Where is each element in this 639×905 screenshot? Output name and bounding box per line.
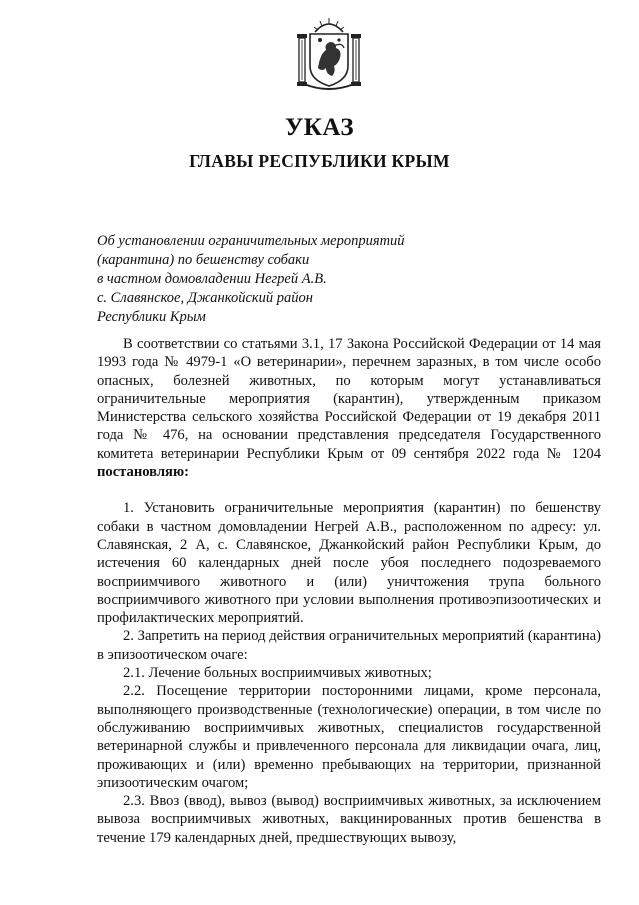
preamble-paragraph — [97, 335, 601, 481]
document-type-title: УКАЗ — [284, 114, 355, 141]
decree-body — [97, 335, 601, 847]
clause-1: 1. Установить ограничительные мероприятия (карантин) по бешенству собаки в частном домовладении Негрей А.В., расположенном по адресу: ул. Славянская, 2 А, с. Славянское, Джанкойский район Республики Крым, до истечения 60 календарных дней после убоя последнего подозреваемого восприимчивого животного и (или) уничтожения трупа больного восприимчивого животного при условии выполнения противоэпизоотических и профилактических мероприятий. — [97, 500, 601, 627]
issuer-title: ГЛАВЫ РЕСПУБЛИКИ КРЫМ — [189, 151, 450, 171]
subject-line: в частном домовладении Негрей А.В. — [97, 271, 327, 287]
subject-line: Об установлении ограничительных мероприятий — [97, 233, 405, 249]
subject-line: с. Славянское, Джанкойский район — [97, 290, 313, 306]
crimea-coat-of-arms-icon — [296, 16, 362, 90]
preamble-text: В соответствии со статьями 3.1, 17 Закона Российской Федерации от 14 мая 1993 года № 4979-1 «О ветеринарии», перечнем заразных, в том числе особо опасных, болезней животных, по которым могут устанавливаться ограничительные мероприятия (карантин), утвержденным приказом Министерства сельского хозяйства Российской Федерации от 19 декабря 2011 года № 476, на основании представления председателя Государственного комитета ветеринарии Республики Крым от 09 сентября 2022 года № 1204 — [97, 336, 601, 462]
clause-2-1: 2.1. Лечение больных восприимчивых животных; — [123, 665, 432, 682]
clause-2: 2. Запретить на период действия ограничительных мероприятий (карантина) в эпизоотическом очаге: — [97, 628, 601, 663]
subject-line: Республики Крым — [97, 309, 206, 325]
decree-subject — [97, 232, 457, 327]
clause-2-2: 2.2. Посещение территории посторонними лицами, кроме персонала, выполняющего производственные (технологические) операции, в том числе по обслуживанию восприимчивых животных, специалистов государственной ветеринарной службы и привлеченного персонала для ликвидации очага, лиц, проживающих и (или) временно пребывающих на территории, признанной эпизоотическим очагом; — [97, 683, 601, 791]
clause-2-3: 2.3. Ввоз (ввод), вывоз (вывод) восприимчивых животных, за исключением вывоза восприимчивых животных, вакцинированных против бешенства в течение 179 календарных дней, предшествующих вывозу, — [97, 793, 601, 846]
subject-line: (карантина) по бешенству собаки — [97, 252, 310, 268]
decree-verb: постановляю: — [97, 464, 189, 481]
